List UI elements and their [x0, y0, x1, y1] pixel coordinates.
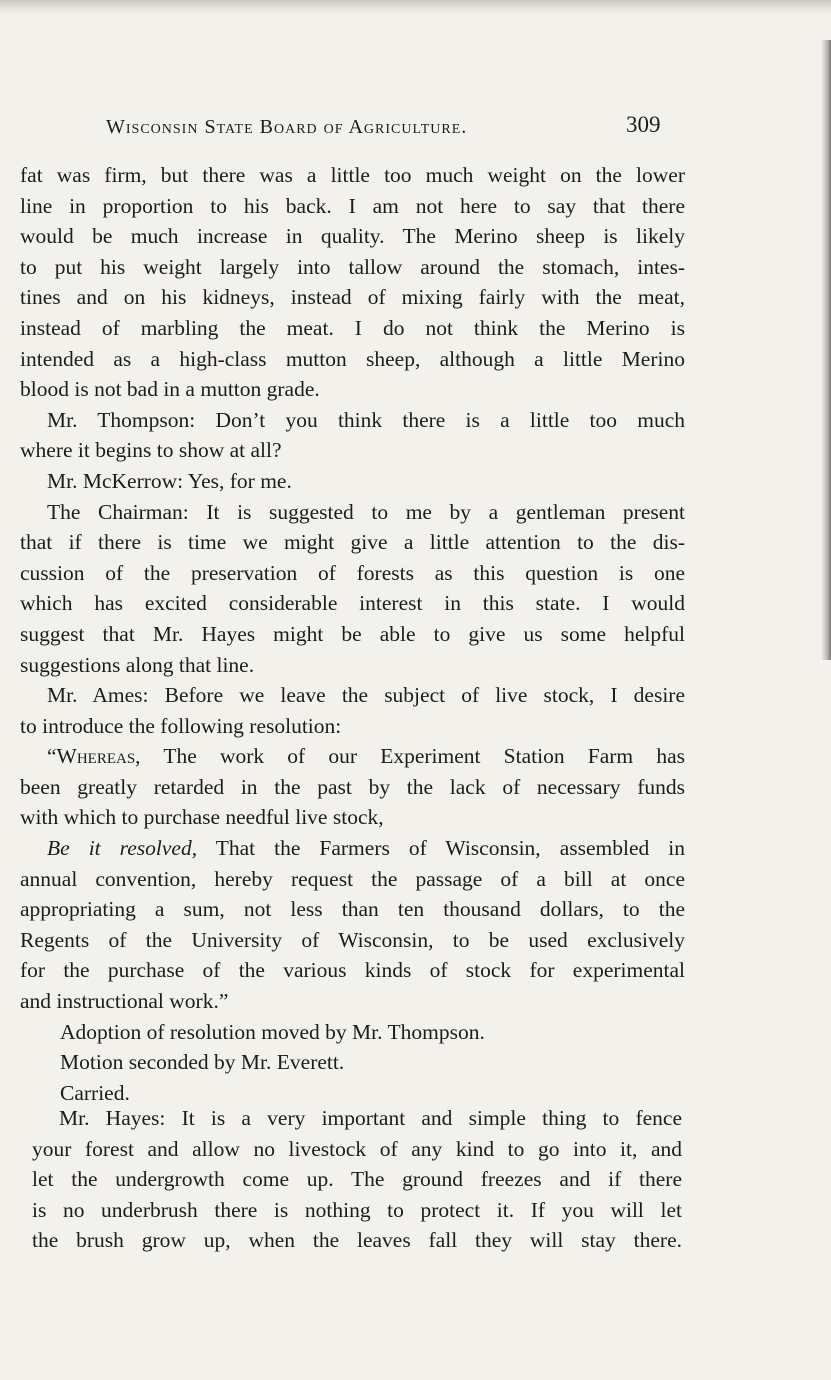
text-line: instead of marbling the meat. I do not think the Merino is [20, 315, 685, 340]
speaker-line-mckerrow: Mr. McKerrow: Yes, for me. [47, 468, 292, 493]
text-line: where it begins to show at all? [20, 438, 282, 463]
text-line: Regents of the University of Wisconsin, to be used exclusively [20, 927, 685, 952]
text-line: appropriating a sum, not less than ten thousand dollars, to the [20, 897, 685, 922]
text-line: with which to purchase needful live stock, [20, 805, 384, 830]
text-line: and instructional work.” [20, 989, 229, 1014]
page-number: 309 [626, 112, 661, 137]
resolution-resolved-line [20, 833, 685, 864]
body-text [20, 160, 685, 1108]
whereas-word: “Whereas, [47, 744, 141, 769]
resolution-text: The work of our Experiment Station Farm has [140, 744, 685, 769]
text-line: cussion of the preservation of forests as this question is one [20, 560, 685, 585]
text-line: that if there is time we might give a little attention to the dis- [20, 530, 685, 555]
text-line: blood is not bad in a mutton grade. [20, 377, 320, 402]
text-line: suggest that Mr. Hayes might be able to give us some helpful [20, 621, 685, 646]
text-line: line in proportion to his back. I am not here to say that there [20, 193, 685, 218]
text-line: to put his weight largely into tallow around the stomach, intes- [20, 254, 685, 279]
speaker-line-thompson: Mr. Thompson: Don’t you think there is a little too much [47, 407, 685, 432]
text-line: let the undergrowth come up. The ground freezes and if there [32, 1167, 682, 1192]
running-title: Wisconsin State Board of Agriculture. [106, 116, 468, 138]
motion-line: Motion seconded by Mr. Everett. [60, 1050, 345, 1075]
text-line: annual convention, hereby request the passage of a bill at once [20, 866, 685, 891]
text-line: suggestions along that line. [20, 652, 255, 677]
text-line: fat was firm, but there was a little too much weight on the lower [20, 163, 685, 187]
text-line: which has excited considerable interest in this state. I would [20, 591, 685, 616]
hayes-paragraph [32, 1103, 682, 1256]
page-header [0, 112, 831, 146]
speaker-line-hayes: Mr. Hayes: It is a very important and simple thing to fence [59, 1106, 682, 1130]
text-line: tines and on his kidneys, instead of mixing fairly with the meat, [20, 285, 685, 310]
text-line: to introduce the following resolution: [20, 713, 342, 738]
resolved-phrase: Be it resolved, [47, 836, 198, 861]
text-line: intended as a high-class mutton sheep, although a little Merino [20, 346, 685, 371]
text-line: your forest and allow no livestock of any kind to go into it, and [32, 1136, 682, 1161]
motion-line: Adoption of resolution moved by Mr. Thompson. [60, 1019, 485, 1044]
speaker-line-chairman: The Chairman: It is suggested to me by a gentleman present [47, 499, 685, 524]
text-line: for the purchase of the various kinds of stock for experimental [20, 958, 685, 983]
resolution-whereas-line [20, 741, 685, 772]
speaker-line-ames: Mr. Ames: Before we leave the subject of live stock, I desire [47, 683, 685, 708]
scan-top-edge [0, 0, 831, 14]
text-line: the brush grow up, when the leaves fall they will stay there. [32, 1228, 682, 1253]
motion-line: Carried. [60, 1080, 130, 1105]
text-line: would be much increase in quality. The Merino sheep is likely [20, 224, 685, 249]
text-line: is no underbrush there is nothing to protect it. If you will let [32, 1197, 682, 1222]
resolution-text: That the Farmers of Wisconsin, assembled in [197, 836, 685, 861]
text-line: been greatly retarded in the past by the lack of necessary funds [20, 774, 685, 799]
